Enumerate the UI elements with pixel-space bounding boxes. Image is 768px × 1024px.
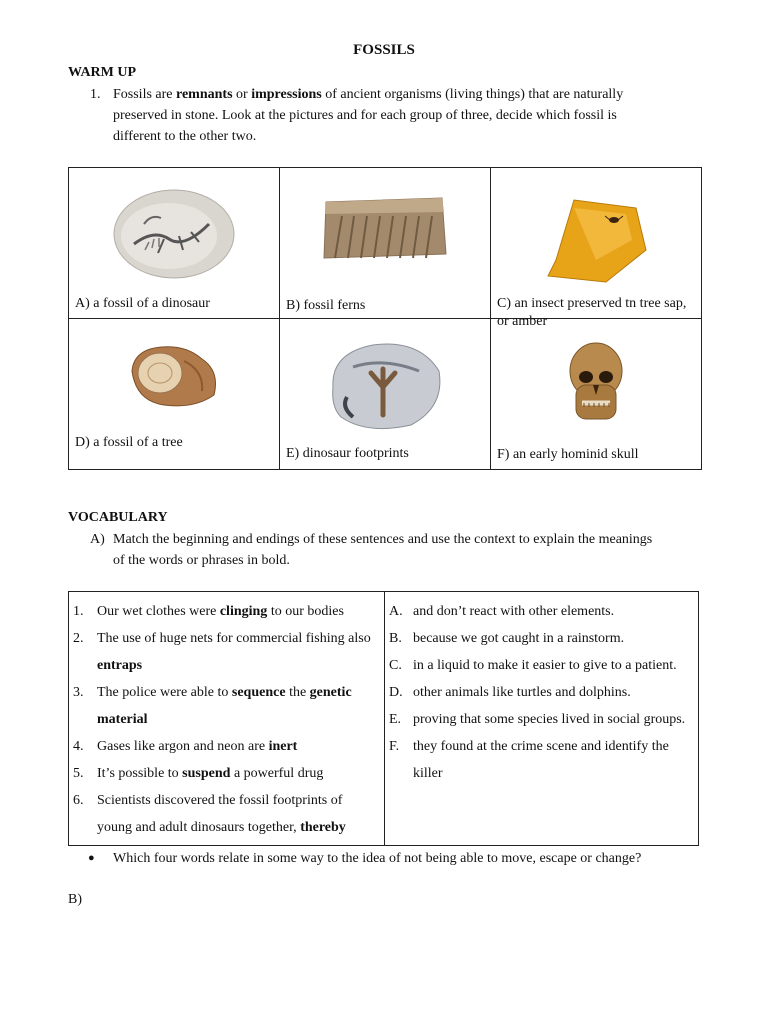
list-item: E. proving that some species lived in social groups. xyxy=(389,712,686,727)
warmup-line-2: preserved in stone. Look at the pictures and for each group of three, decide which fossil is xyxy=(113,108,617,123)
fossil-caption: D) a fossil of a tree xyxy=(75,435,183,450)
warmup-heading: WARM UP xyxy=(68,65,137,80)
petrified-wood-image xyxy=(69,341,279,413)
bold-term: inert xyxy=(268,739,298,754)
fossil-caption: B) fossil ferns xyxy=(286,298,366,313)
fossil-cell xyxy=(491,168,702,329)
warmup-line-3: different to the other two. xyxy=(113,129,257,144)
beginnings-column xyxy=(69,592,385,846)
fern-fossil-image xyxy=(280,194,490,266)
fossil-caption: E) dinosaur footprints xyxy=(286,446,409,461)
fossil-cell xyxy=(491,319,702,470)
fossil-caption: F) an early hominid skull xyxy=(497,447,639,462)
warmup-line-1: Fossils are remnants or impressions of ancient organisms (living things) that are naturally xyxy=(113,87,624,102)
bold-term: impressions xyxy=(251,87,322,102)
fossil-cell xyxy=(69,319,280,470)
bold-term: sequence xyxy=(231,685,286,700)
list-item: 1. Our wet clothes were clinging to our bodies xyxy=(73,604,344,619)
instruction-line-1: Match the beginning and endings of these sentences and use the context to explain the meanings xyxy=(113,532,653,547)
list-item: B. because we got caught in a rainstorm. xyxy=(389,631,625,646)
list-item: 4. Gases like argon and neon are inert xyxy=(73,739,298,754)
list-item: 2. The use of huge nets for commercial fishing also entraps xyxy=(73,631,371,673)
bullet-icon: ● xyxy=(88,852,95,864)
section-b-label: B) xyxy=(68,892,82,907)
fossil-caption: C) an insect preserved tn tree sap, or amber xyxy=(497,296,687,329)
fossil-caption: A) a fossil of a dinosaur xyxy=(75,296,210,311)
dinosaur-fossil-image xyxy=(69,184,279,284)
fossil-cell xyxy=(69,168,280,319)
list-item: A. and don’t react with other elements. xyxy=(389,604,615,619)
warmup-number: 1. xyxy=(90,87,101,102)
instruction-letter: A) xyxy=(90,532,105,547)
bold-term: suspend xyxy=(182,766,231,781)
fossil-cell xyxy=(280,319,491,470)
hominid-skull-image xyxy=(491,341,701,429)
list-item: 6. Scientists discovered the fossil footprints of young and adult dinosaurs together, thereby xyxy=(73,793,346,835)
bold-term: thereby xyxy=(300,820,346,835)
bold-term: clinging xyxy=(219,604,268,619)
list-item: 3. The police were able to sequence the genetic material xyxy=(73,685,352,727)
bullet-question: Which four words relate in some way to the idea of not being able to move, escape or change? xyxy=(113,851,642,866)
list-item: F. they found at the crime scene and identify the killer xyxy=(389,739,669,781)
list-item: C. in a liquid to make it easier to give to a patient. xyxy=(389,658,677,673)
list-item: 5. It’s possible to suspend a powerful drug xyxy=(73,766,324,781)
bold-term: genetic material xyxy=(97,685,352,727)
matching-table xyxy=(68,591,699,846)
bold-term: remnants xyxy=(176,87,233,102)
fossil-grid xyxy=(68,167,702,470)
amber-insect-image xyxy=(491,190,701,286)
list-item: D. other animals like turtles and dolphins. xyxy=(389,685,631,700)
bold-term: entraps xyxy=(97,658,143,673)
instruction-line-2: of the words or phrases in bold. xyxy=(113,553,290,568)
fossil-cell xyxy=(280,168,491,319)
vocabulary-heading: VOCABULARY xyxy=(68,510,168,525)
endings-column xyxy=(385,592,699,846)
footprint-fossil-image xyxy=(280,337,490,433)
page-title: FOSSILS xyxy=(353,42,415,58)
